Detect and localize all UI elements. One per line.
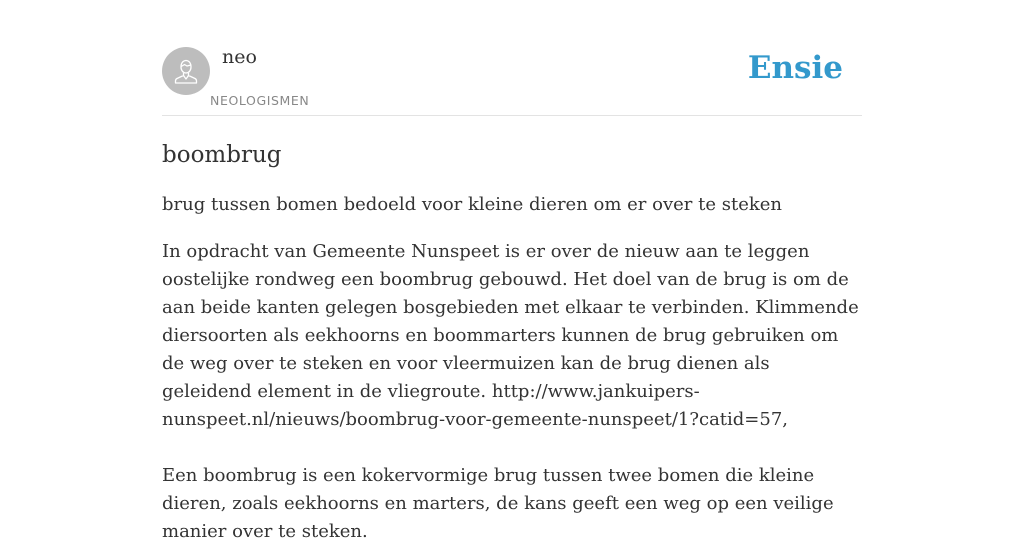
user-icon bbox=[171, 56, 201, 86]
username[interactable]: neo bbox=[222, 46, 257, 68]
entry-example: In opdracht van Gemeente Nunspeet is er over de nieuw aan te leggen oostelijke rondweg een boombrug gebouwd. Het doel van de brug is om de aan beide kanten gelegen bosgebieden met elkaar te verbinden. Klimmende diersoorten als eekhoorns en boommarters kunnen de brug gebruiken om de weg over te steken en voor vleermuizen kan de brug dienen als geleidend element in de vliegroute. http://www.jankuipers-nunspeet.nl/nieuws/boombrug-voor-gemeente-nunspeet/1?catid=57, Een boombrug is een kokervormige brug tussen twee bomen die kleine dieren, zoals eekhoorns en marters, de kans geeft een weg op een veilige manier over te steken. bbox=[162, 241, 859, 542]
entry-definition: brug tussen bomen bedoeld voor kleine dieren om er over te steken bbox=[162, 194, 782, 215]
entry-header bbox=[162, 0, 862, 116]
brand-logo[interactable]: Ensie bbox=[747, 50, 843, 86]
entry-title: boombrug bbox=[162, 142, 282, 168]
category-label[interactable]: NEOLOGISMEN bbox=[210, 93, 310, 108]
page-container bbox=[162, 0, 862, 546]
avatar[interactable] bbox=[162, 47, 210, 95]
